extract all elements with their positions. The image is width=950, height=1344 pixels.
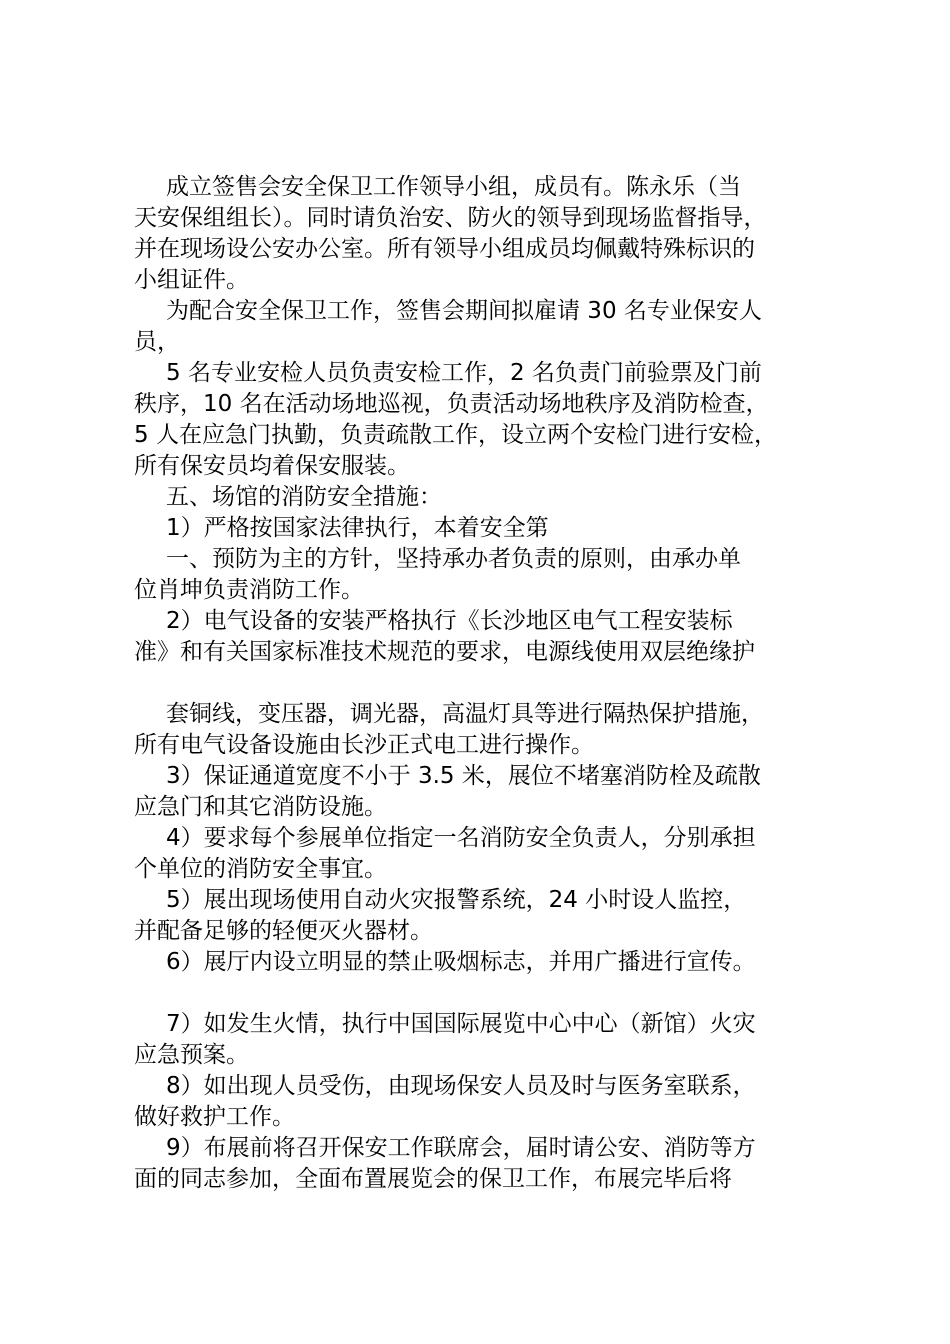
text-line: 一、预防为主的方针，坚持承办者负责的原则，由承办单 — [166, 546, 741, 572]
text-line: 五、场馆的消防安全措施： — [166, 484, 442, 510]
text-line: 天安保组组长）。同时请负治安、防火的领导到现场监督指导， — [134, 205, 767, 231]
text-line: 做好救护工作。 — [134, 1104, 295, 1130]
text-line: 5 人在应急门执勤，负责疏散工作，设立两个安检门进行安检， — [134, 422, 777, 448]
text-line: 面的同志参加，全面布置展览会的保卫工作，布展完毕后将 — [134, 1166, 732, 1192]
text-line: 所有保安员均着保安服装。 — [134, 453, 410, 479]
text-line: 7）如发生火情，执行中国国际展览中心中心（新馆）火灾 — [166, 1011, 756, 1037]
text-line: 5 名专业安检人员负责安检工作，2 名负责门前验票及门前 — [166, 360, 762, 386]
text-line: 位肖坤负责消防工作。 — [134, 577, 364, 603]
text-line: 套铜线，变压器，调光器，高温灯具等进行隔热保护措施， — [166, 701, 764, 727]
text-line: 小组证件。 — [134, 267, 249, 293]
document-body — [134, 172, 834, 1195]
text-line: 1）严格按国家法律执行，本着安全第 — [166, 515, 549, 541]
text-line: 4）要求每个参展单位指定一名消防安全负责人，分别承担 — [166, 825, 756, 851]
text-line: 员， — [134, 329, 180, 355]
text-line: 秩序，10 名在活动场地巡视，负责活动场地秩序及消防检查， — [134, 391, 769, 417]
text-line: 应急门和其它消防设施。 — [134, 794, 387, 820]
text-line: 9）布展前将召开保安工作联席会，届时请公安、消防等方 — [166, 1135, 756, 1161]
text-line: 成立签售会安全保卫工作领导小组，成员有。陈永乐（当 — [166, 174, 741, 200]
text-line: 应急预案。 — [134, 1042, 249, 1068]
blank-line — [134, 668, 834, 699]
text-line: 为配合安全保卫工作，签售会期间拟雇请 30 名专业保安人 — [166, 298, 762, 324]
text-line: 6）展厅内设立明显的禁止吸烟标志，并用广播进行宣传。 — [166, 949, 756, 975]
text-line: 并配备足够的轻便灭火器材。 — [134, 918, 433, 944]
text-line: 并在现场设公安办公室。所有领导小组成员均佩戴特殊标识的 — [134, 236, 755, 262]
text-line: 准》和有关国家标准技术规范的要求，电源线使用双层绝缘护 — [134, 639, 755, 665]
text-line: 8）如出现人员受伤，由现场保安人员及时与医务室联系， — [166, 1073, 756, 1099]
text-line: 3）保证通道宽度不小于 3.5 米，展位不堵塞消防栓及疏散 — [166, 763, 761, 789]
text-line: 所有电气设备设施由长沙正式电工进行操作。 — [134, 732, 594, 758]
text-line: 2）电气设备的安装严格执行《长沙地区电气工程安装标 — [166, 608, 733, 634]
text-line: 个单位的消防安全事宜。 — [134, 856, 387, 882]
blank-line — [134, 978, 834, 1009]
text-line: 5）展出现场使用自动火灾报警系统，24 小时设人监控， — [166, 887, 747, 913]
